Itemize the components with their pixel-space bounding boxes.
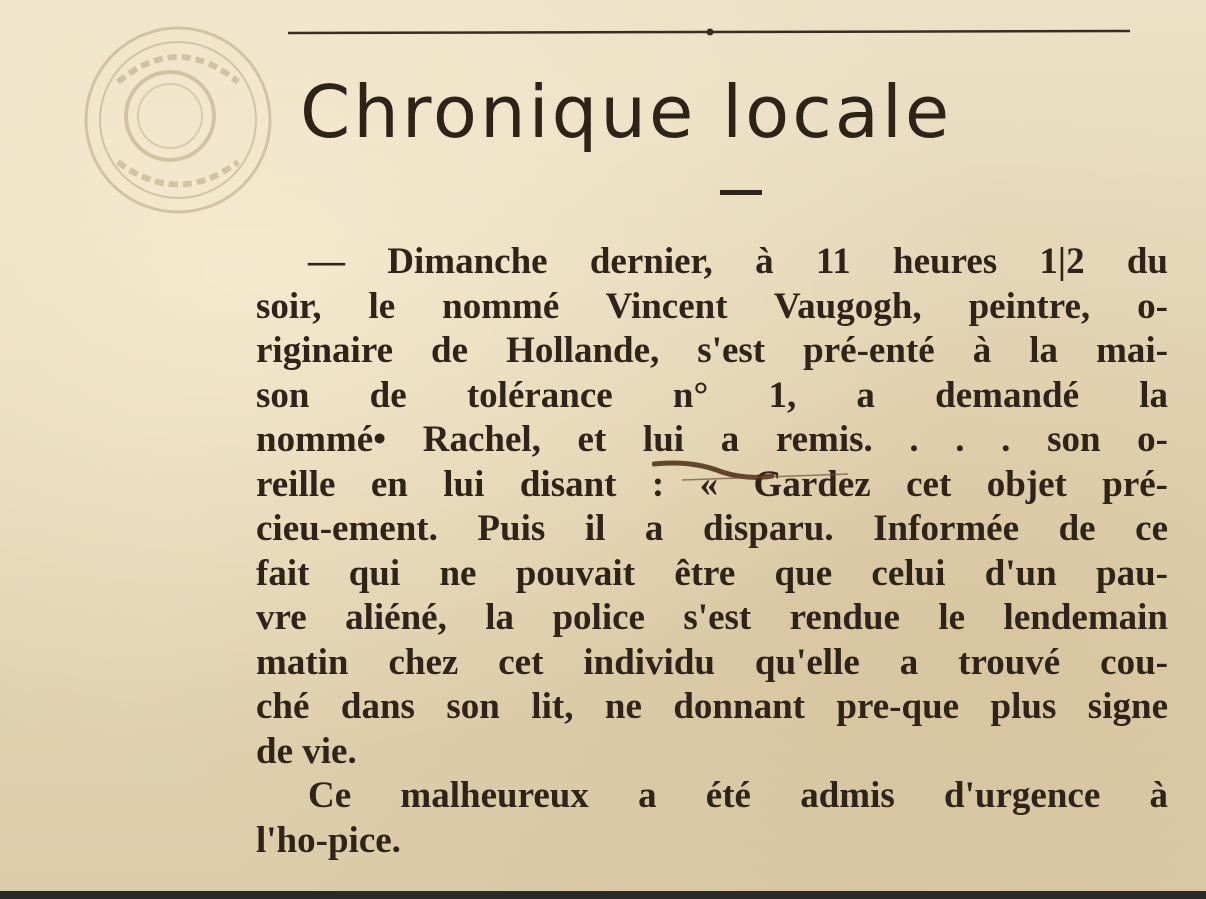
screen-bottom-edge bbox=[0, 891, 1206, 899]
article-line: de vie. bbox=[256, 730, 357, 772]
article-line: cieu-ement. Puis il a disparu. Informée de ce bbox=[256, 508, 1168, 549]
article-line: nommé• Rachel, et lui a remis. . . . son o- bbox=[256, 419, 1168, 460]
article-line: riginaire de Hollande, s'est pré-enté à la mai- bbox=[256, 330, 1168, 371]
article-line: son de tolérance n° 1, a demandé la bbox=[256, 374, 1168, 416]
article-line: soir, le nommé Vincent Vaugogh, peintre, o- bbox=[256, 285, 1168, 327]
paragraph-1 bbox=[256, 240, 1168, 774]
library-stamp bbox=[78, 22, 278, 218]
article-line: Ce malheureux a été admis d'urgence à bbox=[308, 775, 1168, 816]
ink-strikethrough-mark bbox=[652, 456, 852, 496]
top-divider-rule bbox=[288, 28, 1130, 36]
article-body bbox=[256, 240, 1168, 863]
article-line: fait qui ne pouvait être que celui d'un pau- bbox=[256, 552, 1168, 594]
article-line: matin chez cet individu qu'elle a trouvé cou- bbox=[256, 641, 1168, 683]
paragraph-2 bbox=[256, 774, 1168, 863]
article-line: reille en lui disant : « Gardez cet objet pré- bbox=[256, 463, 1168, 505]
article-line: — Dimanche dernier, à 11 heures 1|2 du bbox=[308, 241, 1168, 282]
article-line: l'ho-pice. bbox=[256, 819, 401, 861]
headline-dash bbox=[720, 190, 762, 195]
article-line: ché dans son lit, ne donnant pre-que plus signe bbox=[256, 686, 1168, 727]
article-line: vre aliéné, la police s'est rendue le lendemain bbox=[256, 597, 1168, 638]
headline: Chronique locale bbox=[300, 70, 953, 154]
